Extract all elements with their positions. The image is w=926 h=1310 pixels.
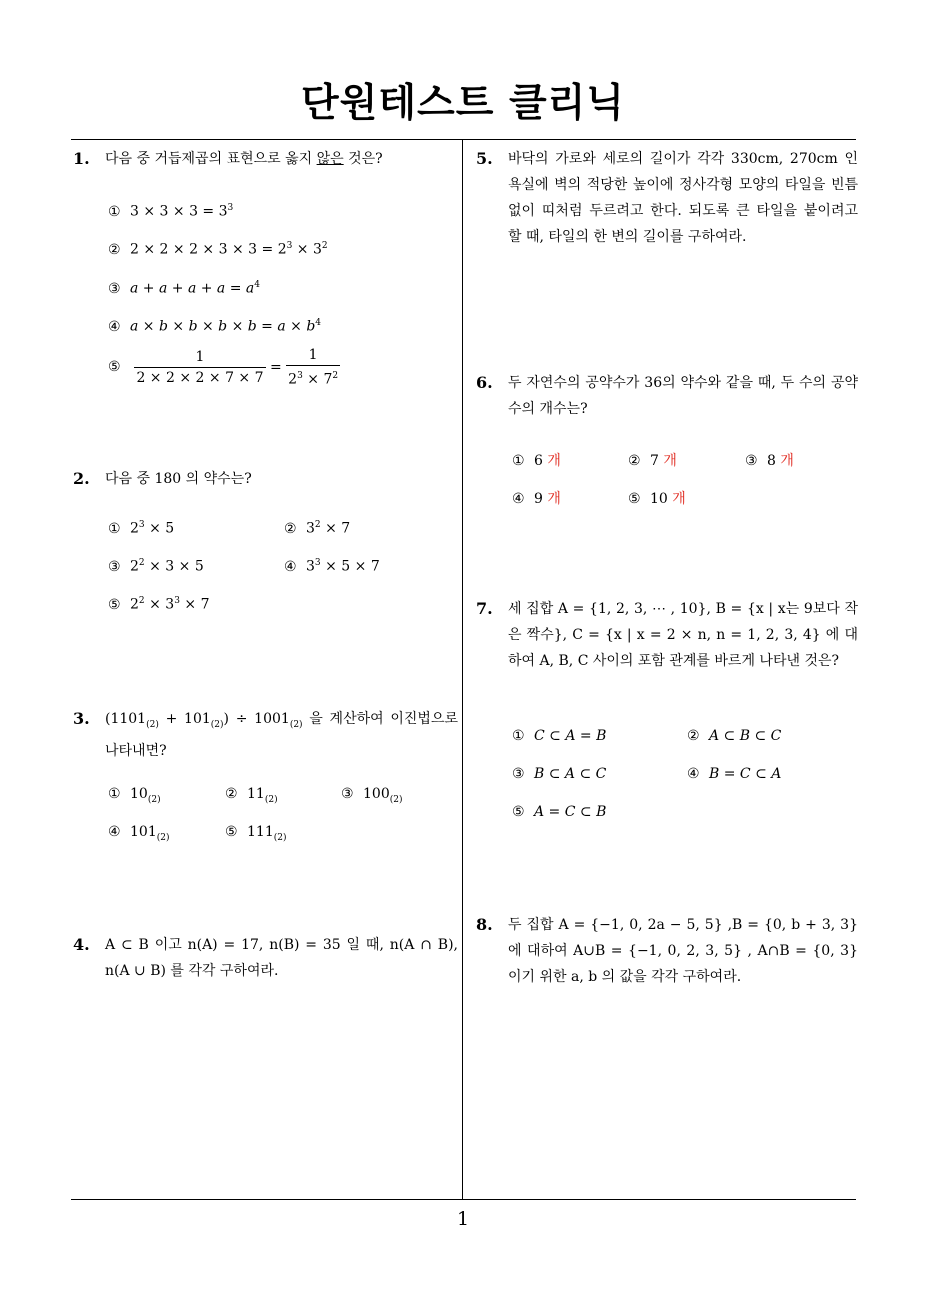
question-text: 두 자연수의 공약수가 36의 약수와 같을 때, 두 수의 공약수의 개수는?: [508, 375, 858, 417]
q6-option-4[interactable]: ④ 9 개: [512, 491, 561, 507]
question-text: 바닥의 가로와 세로의 길이가 각각 330cm, 270cm 인 욕실에 벽의 적당한 높이에 정사각형 모양의 타일을 빈틈없이 띠처럼 두르려고 한다. 되도록 큰 타일을 붙이려고 할 때, 타일의 한 변의 길이를 구하여라.: [508, 151, 858, 245]
q7-option-2[interactable]: ② A ⊂ B ⊂ C: [687, 728, 782, 744]
q2-option-3[interactable]: ③ $2^2 \times 3 \times 5$: [108, 558, 204, 575]
q1-option-4[interactable]: ④ $a \times b \times b \times b \times b = a \times b^4$: [108, 318, 322, 335]
q7-option-3[interactable]: ③ B ⊂ A ⊂ C: [512, 766, 607, 782]
q3-option-4[interactable]: ④ $101_{(2)}$: [108, 824, 170, 843]
column-divider: [462, 140, 463, 1200]
page-title: 단원테스트 클리닉: [301, 81, 625, 126]
question-8: [476, 912, 858, 990]
q1-option-2[interactable]: ② $2 \times 2 \times 2 \times 3 \times 3 = 2^3 \times 3^2$: [108, 241, 328, 258]
fraction: $\frac{1}{2^3 \times 7^2}$: [288, 347, 339, 388]
q6-option-5[interactable]: ⑤ 10 개: [628, 491, 686, 507]
question-text: 다음 중 거듭제곱의 표현으로 옳지 않은 것은?: [105, 151, 383, 167]
q3-option-1[interactable]: ① $10_{(2)}$: [108, 786, 161, 805]
fraction: $\frac{1}{2 \times 2 \times 2 \times 7 \times 7}$: [136, 348, 264, 386]
question-4: [73, 932, 458, 984]
q2-option-2[interactable]: ② $3^2 \times 7$: [284, 520, 351, 537]
question-number: 1.: [73, 149, 90, 168]
top-rule: [71, 139, 856, 140]
q2-option-5[interactable]: ⑤ $2^2 \times 3^3 \times 7$: [108, 596, 210, 613]
question-number: 8.: [476, 915, 493, 934]
q7-option-5[interactable]: ⑤ A = C ⊂ B: [512, 804, 607, 820]
question-text: $(1101_{(2)} + 101_{(2)}) \div 1001_{(2)}$ 을 계산하여 이진법으로 나타내면?: [105, 711, 458, 759]
question-1: [73, 146, 458, 172]
bottom-rule: [71, 1199, 856, 1200]
question-3: [73, 706, 458, 764]
question-text: 다음 중 180 의 약수는?: [105, 471, 252, 487]
question-number: 3.: [73, 709, 90, 728]
question-number: 7.: [476, 599, 493, 618]
q2-option-1[interactable]: ① $2^3 \times 5$: [108, 520, 175, 537]
q7-option-4[interactable]: ④ B = C ⊂ A: [687, 766, 782, 782]
q7-option-1[interactable]: ① C ⊂ A = B: [512, 728, 607, 744]
question-2: [73, 466, 458, 492]
q6-option-3[interactable]: ③ 8 개: [745, 453, 794, 469]
question-number: 2.: [73, 469, 90, 488]
q1-option-3[interactable]: ③ $a + a + a + a = a^4$: [108, 280, 260, 297]
q1-option-5[interactable]: ⑤ $\frac{1}{2 \times 2 \times 2 \times 7 \times 7}$ = $\frac{1}{2^3 \times 7^2}$: [108, 347, 339, 388]
question-number: 5.: [476, 149, 493, 168]
question-number: 6.: [476, 373, 493, 392]
q2-option-4[interactable]: ④ $3^3 \times 5 \times 7$: [284, 558, 380, 575]
q1-option-1[interactable]: ① $3 \times 3 \times 3 = 3^3$: [108, 203, 234, 220]
q3-option-5[interactable]: ⑤ $111_{(2)}$: [225, 824, 287, 843]
question-text: 세 집합 A = {1, 2, 3, ⋯ , 10}, B = {x | x는 9보다 작은 짝수}, C = {x | x = 2 × n, n = 1, 2, 3, 4} 에 대하여 A, B, C 사이의 포함 관계를 바르게 나타낸 것은?: [508, 601, 858, 669]
q3-option-2[interactable]: ② $11_{(2)}$: [225, 786, 278, 805]
question-5: [476, 146, 858, 250]
q3-option-3[interactable]: ③ $100_{(2)}$: [341, 786, 403, 805]
q6-option-1[interactable]: ① 6 개: [512, 453, 561, 469]
q6-option-2[interactable]: ② 7 개: [628, 453, 677, 469]
question-number: 4.: [73, 935, 90, 954]
question-text: A ⊂ B 이고 n(A) = 17, n(B) = 35 일 때, n(A ∩ B), n(A ∪ B) 를 각각 구하여라.: [105, 937, 458, 979]
question-6: [476, 370, 858, 422]
question-7: [476, 596, 858, 674]
question-text: 두 집합 A = {−1, 0, 2a − 5, 5} ,B = {0, b + 3, 3} 에 대하여 A∪B = {−1, 0, 2, 3, 5} , A∩B = {0, 3} 이기 위한 a, b 의 값을 각각 구하여라.: [508, 917, 858, 985]
page-number: 1: [456, 1208, 470, 1230]
